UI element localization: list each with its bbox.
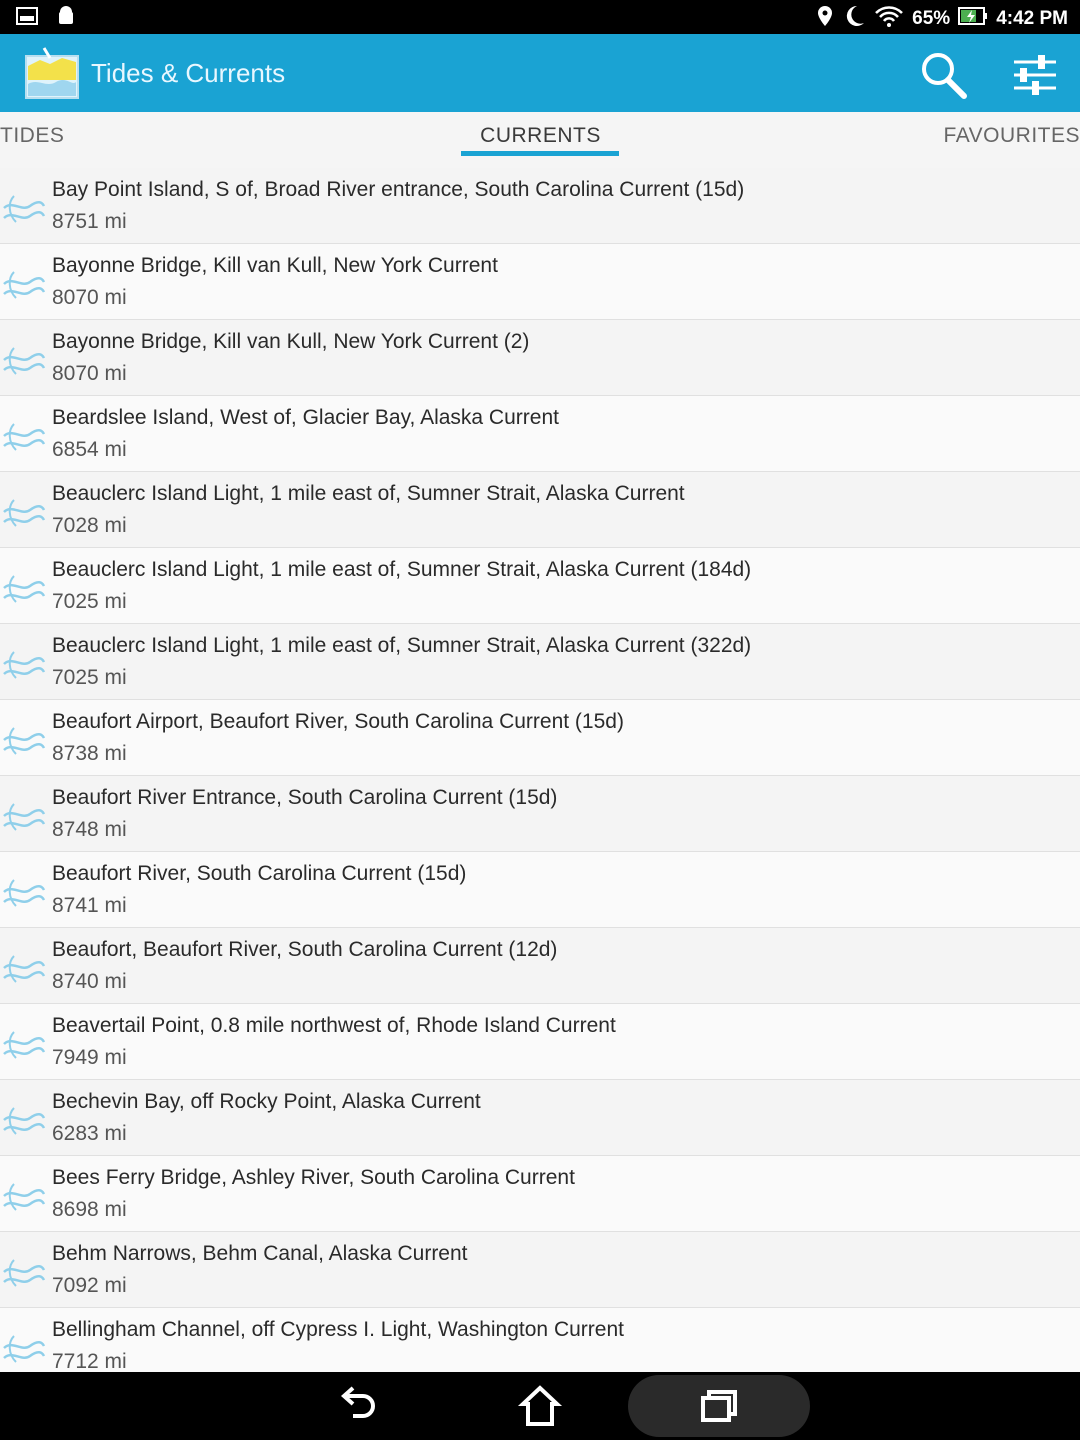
sliders-icon [1008, 50, 1062, 100]
list-item[interactable] [0, 1080, 1080, 1156]
tab-bar [0, 112, 1080, 169]
current-wave-icon [2, 1104, 46, 1140]
list-item[interactable] [0, 168, 1080, 244]
station-name: Beaufort, Beaufort River, South Carolina Current (12d) [52, 938, 558, 961]
station-distance: 8748 mi [52, 818, 127, 841]
android-notification-icon [56, 6, 76, 31]
do-not-disturb-moon-icon [842, 4, 866, 34]
current-wave-icon [2, 268, 46, 304]
station-distance: 7025 mi [52, 590, 127, 613]
station-name: Bellingham Channel, off Cypress I. Light, Washington Current [52, 1318, 624, 1341]
home-icon [505, 1384, 575, 1428]
list-item[interactable] [0, 1232, 1080, 1308]
list-item[interactable] [0, 624, 1080, 700]
selected-tab-indicator [461, 151, 619, 156]
recent-apps-button[interactable] [684, 1384, 754, 1428]
current-wave-icon [2, 1256, 46, 1292]
current-wave-icon [2, 192, 46, 228]
home-button[interactable] [505, 1384, 575, 1428]
current-wave-icon [2, 572, 46, 608]
current-wave-icon [2, 344, 46, 380]
search-button[interactable] [918, 50, 970, 100]
filter-settings-button[interactable] [1008, 50, 1062, 100]
station-name: Beauclerc Island Light, 1 mile east of, Sumner Strait, Alaska Current (184d) [52, 558, 752, 581]
list-item[interactable] [0, 776, 1080, 852]
tab-tides[interactable]: TIDES [0, 124, 65, 147]
station-distance: 7028 mi [52, 514, 127, 537]
station-distance: 6854 mi [52, 438, 127, 461]
current-wave-icon [2, 1028, 46, 1064]
list-item[interactable] [0, 320, 1080, 396]
list-item[interactable] [0, 928, 1080, 1004]
back-button[interactable] [325, 1384, 395, 1428]
station-distance: 8698 mi [52, 1198, 127, 1221]
station-distance: 7712 mi [52, 1350, 127, 1372]
station-name: Bees Ferry Bridge, Ashley River, South Carolina Current [52, 1166, 575, 1189]
current-wave-icon [2, 420, 46, 456]
currents-station-list[interactable] [0, 168, 1080, 1372]
station-name: Beaufort River Entrance, South Carolina Current (15d) [52, 786, 558, 809]
current-wave-icon [2, 724, 46, 760]
station-name: Beauclerc Island Light, 1 mile east of, Sumner Strait, Alaska Current (322d) [52, 634, 752, 657]
current-wave-icon [2, 496, 46, 532]
list-item[interactable] [0, 1308, 1080, 1372]
station-distance: 7025 mi [52, 666, 127, 689]
station-name: Bayonne Bridge, Kill van Kull, New York Current (2) [52, 330, 530, 353]
station-name: Beaufort Airport, Beaufort River, South Carolina Current (15d) [52, 710, 624, 733]
list-item[interactable] [0, 700, 1080, 776]
station-distance: 8070 mi [52, 362, 127, 385]
tab-currents[interactable]: CURRENTS [480, 124, 601, 147]
battery-charging-icon [958, 6, 988, 32]
current-wave-icon [2, 1332, 46, 1368]
current-wave-icon [2, 648, 46, 684]
station-distance: 8738 mi [52, 742, 127, 765]
app-bar [0, 34, 1080, 112]
battery-percent: 65% [912, 8, 951, 29]
station-distance: 8751 mi [52, 210, 127, 233]
station-name: Beauclerc Island Light, 1 mile east of, Sumner Strait, Alaska Current [52, 482, 685, 505]
station-distance: 7092 mi [52, 1274, 127, 1297]
status-bar [0, 0, 1080, 34]
clock: 4:42 PM [996, 8, 1068, 29]
station-name: Behm Narrows, Behm Canal, Alaska Current [52, 1242, 468, 1265]
station-name: Beaufort River, South Carolina Current (15d) [52, 862, 467, 885]
list-item[interactable] [0, 852, 1080, 928]
gallery-notification-icon [16, 7, 38, 30]
wifi-icon [874, 5, 904, 33]
list-item[interactable] [0, 472, 1080, 548]
current-wave-icon [2, 876, 46, 912]
station-name: Bayonne Bridge, Kill van Kull, New York Current [52, 254, 498, 277]
list-item[interactable] [0, 548, 1080, 624]
station-distance: 8740 mi [52, 970, 127, 993]
station-distance: 8741 mi [52, 894, 127, 917]
tab-favourites[interactable]: FAVOURITES [943, 124, 1080, 147]
list-item[interactable] [0, 396, 1080, 472]
list-item[interactable] [0, 1004, 1080, 1080]
station-name: Bechevin Bay, off Rocky Point, Alaska Current [52, 1090, 481, 1113]
list-item[interactable] [0, 244, 1080, 320]
back-arrow-icon [325, 1384, 395, 1428]
station-name: Bay Point Island, S of, Broad River entrance, South Carolina Current (15d) [52, 178, 745, 201]
station-distance: 7949 mi [52, 1046, 127, 1069]
station-distance: 8070 mi [52, 286, 127, 309]
system-navigation-bar [0, 1372, 1080, 1440]
location-icon [816, 5, 834, 33]
station-name: Beardslee Island, West of, Glacier Bay, Alaska Current [52, 406, 559, 429]
search-icon [918, 50, 970, 100]
recent-apps-icon [684, 1384, 754, 1428]
app-title: Tides & Currents [91, 58, 286, 88]
app-logo-icon [24, 44, 80, 100]
list-item[interactable] [0, 1156, 1080, 1232]
station-name: Beavertail Point, 0.8 mile northwest of, Rhode Island Current [52, 1014, 616, 1037]
current-wave-icon [2, 800, 46, 836]
station-distance: 6283 mi [52, 1122, 127, 1145]
current-wave-icon [2, 1180, 46, 1216]
current-wave-icon [2, 952, 46, 988]
